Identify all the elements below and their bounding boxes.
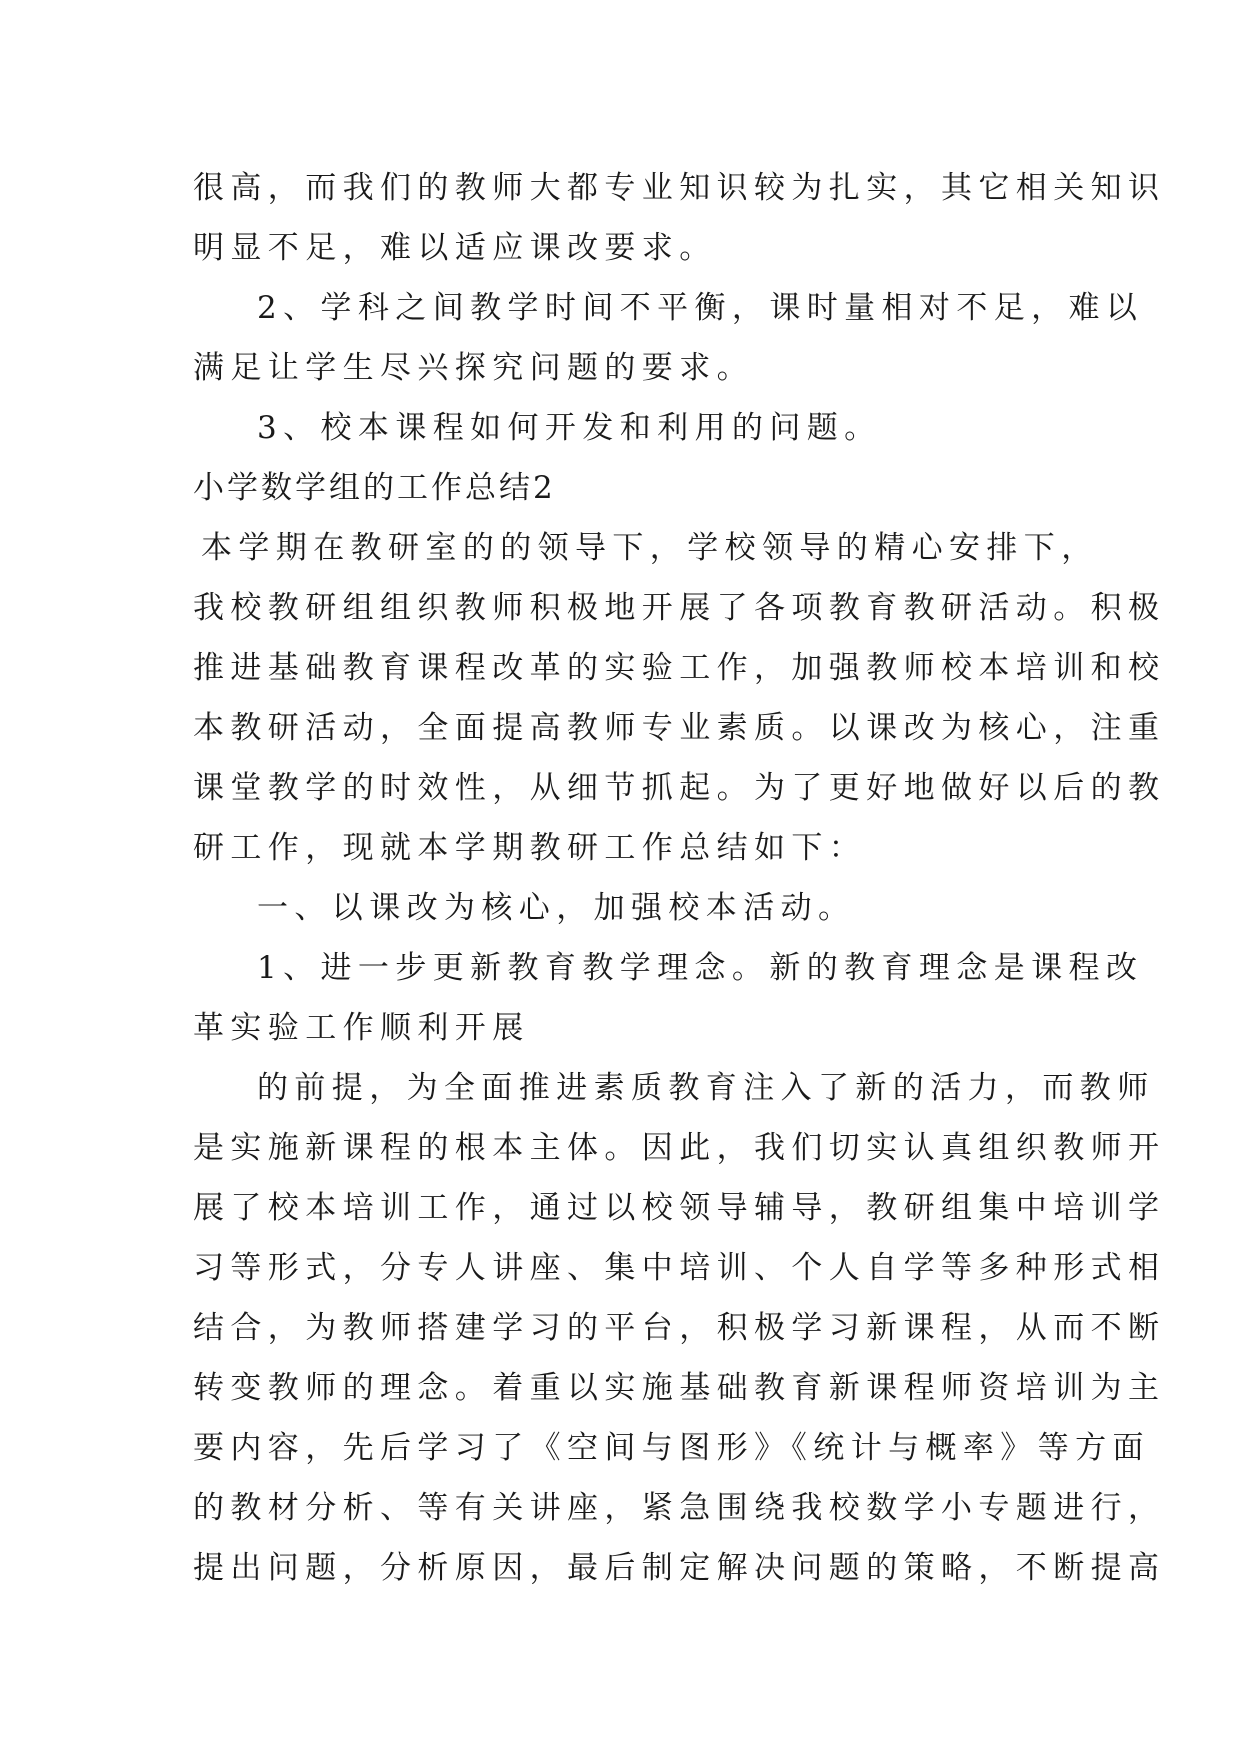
- text-line: 满足让学生尽兴探究问题的要求。: [193, 350, 754, 386]
- text-line: 的教材分析、等有关讲座，紧急围绕我校数学小专题进行，: [193, 1490, 1166, 1526]
- paragraph-start: 本学期在教研室的的领导下，学校领导的精心安排下，: [201, 530, 1099, 566]
- text-line: 转变教师的理念。着重以实施基础教育新课程师资培训为主: [193, 1370, 1166, 1406]
- text-line: 革实验工作顺利开展: [193, 1010, 530, 1046]
- text-line: 本教研活动，全面提高教师专业素质。以课改为核心，注重: [193, 710, 1166, 746]
- text-line: 很高，而我们的教师大都专业知识较为扎实，其它相关知识: [193, 170, 1166, 206]
- text-line: 研工作，现就本学期教研工作总结如下：: [193, 830, 867, 866]
- text-line: 课堂教学的时效性，从细节抓起。为了更好地做好以后的教: [193, 770, 1166, 806]
- text-line: 提出问题，分析原因，最后制定解决问题的策略，不断提高: [193, 1550, 1166, 1586]
- text-line: 推进基础教育课程改革的实验工作，加强教师校本培训和校: [193, 650, 1166, 686]
- text-line: 明显不足，难以适应课改要求。: [193, 230, 717, 266]
- list-item-3: 3、校本课程如何开发和利用的问题。: [257, 410, 882, 446]
- list-item-1: 1、进一步更新教育教学理念。新的教育理念是课程改: [257, 950, 1144, 986]
- paragraph-start: 的前提，为全面推进素质教育注入了新的活力，而教师: [257, 1070, 1155, 1106]
- text-line: 结合，为教师搭建学习的平台，积极学习新课程，从而不断: [193, 1310, 1166, 1346]
- section-heading: 一、以课改为核心，加强校本活动。: [257, 890, 856, 926]
- text-line: 习等形式，分专人讲座、集中培训、个人自学等多种形式相: [193, 1250, 1166, 1286]
- section-title: 小学数学组的工作总结2: [193, 470, 556, 506]
- text-line: 我校教研组组织教师积极地开展了各项教育教研活动。积极: [193, 590, 1166, 626]
- text-line: 展了校本培训工作，通过以校领导辅导，教研组集中培训学: [193, 1190, 1166, 1226]
- document-page: [193, 158, 1166, 1598]
- list-item-2: 2、学科之间教学时间不平衡，课时量相对不足，难以: [257, 290, 1144, 326]
- text-line: 要内容，先后学习了《空间与图形》《统计与概率》等方面: [193, 1430, 1150, 1466]
- text-line: 是实施新课程的根本主体。因此，我们切实认真组织教师开: [193, 1130, 1166, 1166]
